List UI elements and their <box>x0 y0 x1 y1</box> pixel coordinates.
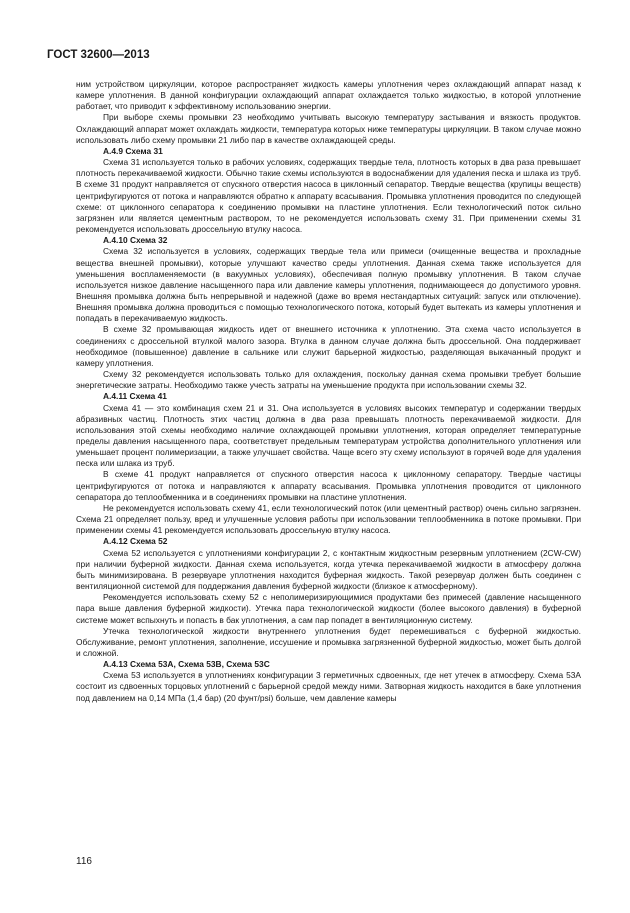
document-header: ГОСТ 32600—2013 <box>47 49 150 61</box>
paragraph: Утечка технологической жидкости внутреннего уплотнения будет перемешиваться с буферной жидкостью. Обслуживание, ремонт уплотнения, заполнение, иссушение и промывка загрязненной буферной жидкостью, может быть долгой и сложной. <box>76 625 581 658</box>
paragraph: В схеме 32 промывающая жидкость идет от внешнего источника к уплотнению. Эта схема часто используется в соединениях с дроссельной втулкой малого зазора. Втулка в данном случае должна быть дроссельной. Она поддерживает необходимое (повышенное) давление в сальнике или служит барьерной жидкостью, разделяющая выкачанный продукт и камеру уплотнения. <box>76 324 581 368</box>
section-heading-52: А.4.12 Схема 52 <box>103 536 168 547</box>
paragraph: Схема 53 используется в уплотнениях конфигурации 3 герметичных сдвоенных, где нет утечек в атмосферу. Схема 53А состоит из сдвоенных торцовых уплотнений с барьерной средой между ними. Затворная жидкость находится в баке уплотнения под давлением на 0,14 МПа (1,4 бар) (20 фунт/psi) больше, чем давление камеры <box>76 670 581 703</box>
paragraph: ним устройством циркуляции, которое распространяет жидкость камеры уплотнения через охлаждающий аппарат назад к камере уплотнения. В данной конфигурации охлаждающий аппарат охлаждается только жидкостью, в которой уплотнение работает, что приводит к эффективному использованию энергии. <box>76 79 581 112</box>
paragraph: Схема 32 используется в условиях, содержащих твердые тела или примеси (очищенные вещества и прохладные вещества внешней промывки), которые улучшают качество среды уплотнения. Данная схема также используется для уменьшения воспламеняемости (в вакуумных условиях), обеспечивая полную промывку уплотнения. В таком случае используется низкое давление насыщенного пара или давление камеры уплотнения, поднимающееся до допустимого уровня. Внешняя промывка должна быть непрерывной и надежной (даже во время нестандартных ситуаций: запуск или отключение). Внешняя промывка должна проводиться с помощью технологического потока, который будет вытекать из камеры уплотнения и попадать в перекачиваемую жидкость. <box>76 246 581 324</box>
page-number: 116 <box>76 856 92 867</box>
paragraph: Схема 41 — это комбинация схем 21 и 31. Она используется в условиях высоких температур и содержании твердых абразивных частиц. Плотность этих частиц должна в два раза превышать плотность перекачиваемой жидкости. Для использования этой схемы необходимо наличие охлаждающей промывки уплотнения, которая определяет температурные пределы давления насыщенного пара, соответствует предельным температурам устройства дополнительного уплотнения или уменьшает процент полимеризации, а также улучшает свойства. Чаще всего эту схему используют в горячей воде для удаления песка или шлака из труб. <box>76 402 581 469</box>
paragraph: В схеме 41 продукт направляется от спускного отверстия насоса к циклонному сепаратору. Твердые частицы центрифугируются от потока и направляются к аппарату всасывания. Промывка уплотнения проводится от циклонного сепаратора до теплообменника и в соединениях промывки на пластине уплотнения. <box>76 469 581 502</box>
paragraph: Не рекомендуется использовать схему 41, если технологический поток (или цементный раствор) очень сильно загрязнен. Схема 21 определяет пользу, вред и улучшенные условия работы при использовании теплообменника в потоке промывки. При применении схемы 41 рекомендуется использовать дроссельную втулку насоса. <box>76 502 581 536</box>
paragraph: Схему 32 рекомендуется использовать только для охлаждения, поскольку данная схема промывки требует большие энергетические затраты. Необходимо также учесть затраты на уменьшение продукта при использовании схемы 32. <box>76 369 581 391</box>
paragraph: Схема 52 используется с уплотнениями конфигурации 2, с контактным жидкостным резервным уплотнением (2CW-CW) при наличии буферной жидкости. Данная схема используется, когда утечка перекачиваемой жидкости в атмосферу должна быть минимизирована. В резервуаре уплотнения находится буферная жидкость. Такой резервуар должен быть соединен с вентиляционной системой для поддержания давления буферной жидкости (близкое к атмосферному). <box>76 547 581 592</box>
paragraph: Рекомендуется использовать схему 52 с неполимеризирующимися продуктами без примесей (давление насыщенного пара выше давления буферной жидкости). Утечка пара технологической жидкости (более высокого давления) в буферной системе может вспыхнуть и попасть в бак уплотнения, а сам пар попадет в вентиляционную систему. <box>76 592 581 625</box>
section-heading-32: А.4.10 Схема 32 <box>103 235 168 246</box>
document-body <box>76 79 581 704</box>
paragraph: Схема 31 используется только в рабочих условиях, содержащих твердые тела, плотность которых в два раза превышает плотность перекачиваемой жидкости. Обычно такие схемы используются в водоснабжении для удаления песка и шлака из труб. В схеме 31 продукт направляется от спускного отверстия насоса в циклонный сепаратор. Твердые вещества (крупицы веществ) центрифугируются от потока и направляются обратно к аппарату всасывания. Промывка уплотнения проводится по следующей схеме: от циклонного сепаратора к соединению промывки на пластине уплотнения. Если технологический поток сильно загрязнен или является цементным раствором, то не рекомендуется использовать схему 31. При применении схемы 31 рекомендуется использовать дроссельную втулку насоса. <box>76 157 581 235</box>
section-heading-53: А.4.13 Схема 53А, Схема 53В, Схема 53С <box>103 659 270 670</box>
section-heading-41: А.4.11 Схема 41 <box>103 391 167 402</box>
section-heading-31: А.4.9 Схема 31 <box>103 145 163 156</box>
paragraph: При выборе схемы промывки 23 необходимо учитывать высокую температуру застывания и вязкость продуктов. Охлаждающий аппарат может охлаждать жидкости, температура которых ниже температуры циркуляции. В таком случае можно использовать либо схему промывки 21 либо пар в качестве охлаждающей среды. <box>76 112 581 145</box>
